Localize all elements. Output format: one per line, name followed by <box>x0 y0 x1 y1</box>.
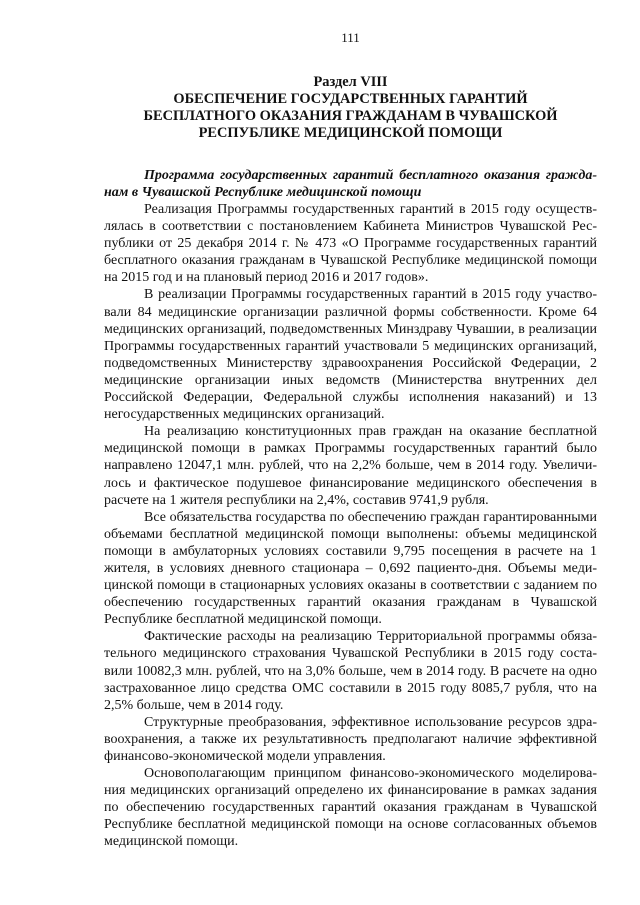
paragraph-4: Все обязательства государства по обеспечению граждан гарантированными объемами бесплатной медицинской помощи выполнены: объемы медицинской помощи в амбулаторных условиях составили 9,795 посещения в расчете на 1 жителя, в условиях дневного стационара – 0,692 пациенто-дня. Объемы медицинской помощи в стационарных условиях оказаны в соответствии с заданием по обеспечению государственных гарантий оказания гражданам в Чувашской Республике бесплатной медицинской помощи. <box>104 509 597 628</box>
section-title-line-3: РЕСПУБЛИКЕ МЕДИЦИНСКОЙ ПОМОЩИ <box>198 125 503 141</box>
document-page <box>104 30 597 851</box>
paragraph-5: Фактические расходы на реализацию Территориальной программы обязательного медицинского страхования Чувашской Республики в 2015 году составили 10082,3 млн. рублей, что на 3,0% больше, чем в 2014 году. В расчете на одно застрахованное лицо средства ОМС составили в 2015 году 8085,7 рубля, что на 2,5% больше, чем в 2014 году. <box>104 629 597 713</box>
paragraph-3: На реализацию конституционных прав граждан на оказание бесплатной медицинской помощи в рамках Программы государственных гарантий было направлено 12047,1 млн. рублей, что на 2,2% больше, чем в 2014 году. Увеличилось и фактическое подушевое финансирование медицинского обеспечения в расчете на 1 жителя республики на 2,4%, составив 9741,9 рубля. <box>104 424 597 508</box>
paragraph-1: Реализация Программы государственных гарантий в 2015 году осуществлялась в соответствии с постановлением Кабинета Министров Чувашской Республики от 25 декабря 2014 г. № 473 «О Программе государственных гарантий бесплатного оказания гражданам в Чувашской Республике медицинской помощи на 2015 год и на плановый период 2016 и 2017 годов». <box>104 202 597 286</box>
section-label: Раздел VIII <box>313 74 388 90</box>
section-header <box>104 74 597 142</box>
page-number: 111 <box>341 30 360 45</box>
program-subtitle: Программа государственных гарантий бесплатного оказания граждaнам в Чувашской Республике медицинской помощи <box>104 168 597 200</box>
section-title-line-1: ОБЕСПЕЧЕНИЕ ГОСУДАРСТВЕННЫХ ГАРАНТИЙ <box>173 91 528 107</box>
section-title-line-2: БЕСПЛАТНОГО ОКАЗАНИЯ ГРАЖДАНАМ В ЧУВАШСКОЙ <box>143 108 558 124</box>
paragraph-2: В реализации Программы государственных гарантий в 2015 году участвовали 84 медицинские организации различной формы собственности. Кроме 64 медицинских организаций, подведомственных Минздраву Чувашии, в реализации Программы государственных гарантий участвовали 5 медицинских организаций, подведомственных Министерству здравоохранения Российской Федерации, 2 медицинские организации иных ведомств (Министерства внутренних дел Российской Федерации, Федеральной службы исполнения наказаний) и 13 негосударственных медицинских организаций. <box>104 287 597 423</box>
paragraph-7: Основополагающим принципом финансово-экономического моделирования медицинских организаций определено их финансирование в рамках задания по обеспечению государственных гарантий оказания гражданам в Чувашской Республике бесплатной медицинской помощи на основе согласованных объемов медицинской помощи. <box>104 766 597 850</box>
paragraph-6: Структурные преобразования, эффективное использование ресурсов здравоохранения, а также их результативность предполагают наличие эффективной финансово-экономической модели управления. <box>104 714 597 764</box>
